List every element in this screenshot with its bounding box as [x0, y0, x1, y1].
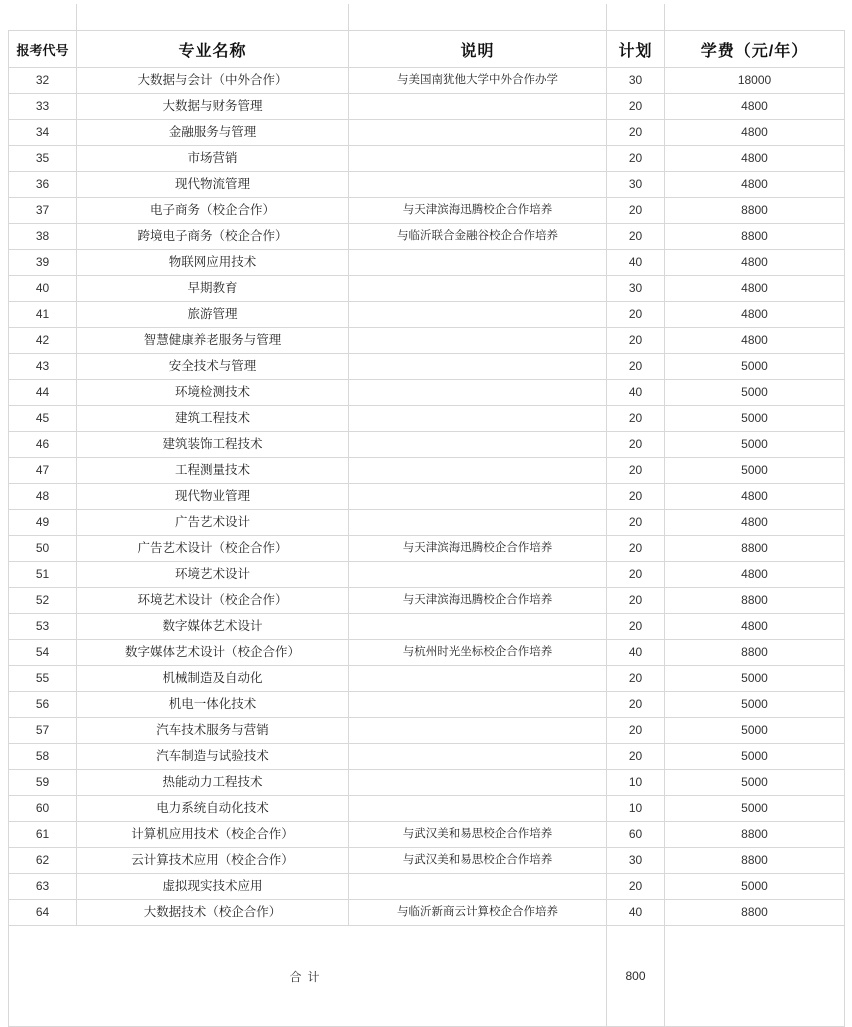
- total-label: 合计: [9, 926, 607, 1027]
- column-header-code: 报考代号: [9, 31, 77, 68]
- table-row: [9, 848, 845, 874]
- spacer-cell-plan: [607, 4, 665, 31]
- cell-plan: 30: [607, 848, 665, 874]
- table-row: [9, 250, 845, 276]
- cell-description: [349, 718, 607, 744]
- cell-major-name: 环境检测技术: [77, 380, 349, 406]
- cell-plan: 20: [607, 146, 665, 172]
- cell-fee: 8800: [665, 224, 845, 250]
- cell-plan: 20: [607, 328, 665, 354]
- cell-description: [349, 510, 607, 536]
- cell-description: [349, 458, 607, 484]
- cell-plan: 20: [607, 458, 665, 484]
- cell-major-name: 金融服务与管理: [77, 120, 349, 146]
- table-row: [9, 770, 845, 796]
- table-row: [9, 588, 845, 614]
- cell-code: 63: [9, 874, 77, 900]
- cell-major-name: 广告艺术设计: [77, 510, 349, 536]
- cell-fee: 8800: [665, 640, 845, 666]
- cell-plan: 20: [607, 198, 665, 224]
- cell-plan: 30: [607, 276, 665, 302]
- cell-description: [349, 354, 607, 380]
- cell-code: 44: [9, 380, 77, 406]
- cell-description: [349, 770, 607, 796]
- cell-description: 与天津滨海迅腾校企合作培养: [349, 198, 607, 224]
- cell-fee: 4800: [665, 510, 845, 536]
- cell-code: 56: [9, 692, 77, 718]
- cell-code: 34: [9, 120, 77, 146]
- cell-code: 61: [9, 822, 77, 848]
- cell-fee: 4800: [665, 172, 845, 198]
- table-row: [9, 94, 845, 120]
- cell-fee: 4800: [665, 276, 845, 302]
- cell-major-name: 旅游管理: [77, 302, 349, 328]
- cell-plan: 20: [607, 510, 665, 536]
- table-row: [9, 744, 845, 770]
- cell-description: [349, 484, 607, 510]
- cell-plan: 20: [607, 588, 665, 614]
- table-row: [9, 640, 845, 666]
- cell-description: [349, 744, 607, 770]
- table-row: [9, 224, 845, 250]
- cell-plan: 20: [607, 302, 665, 328]
- column-header-desc: 说明: [349, 31, 607, 68]
- cell-plan: 10: [607, 770, 665, 796]
- table-row: [9, 458, 845, 484]
- spacer-cell-name: [77, 4, 349, 31]
- cell-code: 42: [9, 328, 77, 354]
- table-row: [9, 900, 845, 926]
- cell-major-name: 云计算技术应用（校企合作）: [77, 848, 349, 874]
- cell-code: 53: [9, 614, 77, 640]
- table-body: [9, 4, 845, 1027]
- cell-plan: 20: [607, 354, 665, 380]
- cell-description: [349, 120, 607, 146]
- total-plan-value: 800: [607, 926, 665, 1027]
- cell-description: [349, 614, 607, 640]
- cell-description: 与天津滨海迅腾校企合作培养: [349, 588, 607, 614]
- cell-code: 39: [9, 250, 77, 276]
- table-row: [9, 692, 845, 718]
- cell-fee: 8800: [665, 900, 845, 926]
- cell-description: [349, 562, 607, 588]
- cell-plan: 20: [607, 406, 665, 432]
- table-row: [9, 120, 845, 146]
- table-row: [9, 822, 845, 848]
- cell-description: [349, 250, 607, 276]
- cell-code: 49: [9, 510, 77, 536]
- cell-code: 57: [9, 718, 77, 744]
- cell-major-name: 热能动力工程技术: [77, 770, 349, 796]
- cell-plan: 20: [607, 120, 665, 146]
- cell-code: 46: [9, 432, 77, 458]
- spacer-cell-desc: [349, 4, 607, 31]
- cell-description: 与武汉美和易思校企合作培养: [349, 848, 607, 874]
- spacer-cell-fee: [665, 4, 845, 31]
- cell-plan: 20: [607, 692, 665, 718]
- cell-code: 48: [9, 484, 77, 510]
- cell-code: 52: [9, 588, 77, 614]
- cell-fee: 4800: [665, 562, 845, 588]
- cell-description: [349, 146, 607, 172]
- cell-plan: 20: [607, 224, 665, 250]
- cell-code: 41: [9, 302, 77, 328]
- cell-description: 与美国南犹他大学中外合作办学: [349, 68, 607, 94]
- table-row: [9, 432, 845, 458]
- cell-plan: 20: [607, 432, 665, 458]
- cell-plan: 40: [607, 380, 665, 406]
- total-fee-value: [665, 926, 845, 1027]
- cell-code: 38: [9, 224, 77, 250]
- cell-code: 54: [9, 640, 77, 666]
- table-row: [9, 380, 845, 406]
- table-row: [9, 562, 845, 588]
- cell-major-name: 机电一体化技术: [77, 692, 349, 718]
- cell-description: [349, 666, 607, 692]
- cell-major-name: 物联网应用技术: [77, 250, 349, 276]
- cell-code: 62: [9, 848, 77, 874]
- cell-major-name: 数字媒体艺术设计（校企合作）: [77, 640, 349, 666]
- cell-fee: 5000: [665, 796, 845, 822]
- cell-fee: 5000: [665, 432, 845, 458]
- cell-fee: 8800: [665, 588, 845, 614]
- cell-major-name: 建筑装饰工程技术: [77, 432, 349, 458]
- cell-code: 55: [9, 666, 77, 692]
- cell-major-name: 大数据技术（校企合作）: [77, 900, 349, 926]
- cell-plan: 20: [607, 536, 665, 562]
- cell-major-name: 现代物业管理: [77, 484, 349, 510]
- cell-fee: 4800: [665, 302, 845, 328]
- cell-code: 50: [9, 536, 77, 562]
- enrollment-plan-table: [8, 4, 845, 1027]
- cell-plan: 40: [607, 900, 665, 926]
- cell-fee: 5000: [665, 354, 845, 380]
- cell-major-name: 安全技术与管理: [77, 354, 349, 380]
- column-header-name: 专业名称: [77, 31, 349, 68]
- table-row: [9, 484, 845, 510]
- cell-plan: 30: [607, 172, 665, 198]
- column-header-plan: 计划: [607, 31, 665, 68]
- cell-major-name: 大数据与财务管理: [77, 94, 349, 120]
- table-total-row: [9, 926, 845, 1027]
- cell-plan: 10: [607, 796, 665, 822]
- column-header-fee: 学费（元/年）: [665, 31, 845, 68]
- table-row: [9, 536, 845, 562]
- cell-plan: 20: [607, 614, 665, 640]
- cell-description: [349, 276, 607, 302]
- cell-description: [349, 874, 607, 900]
- cell-major-name: 早期教育: [77, 276, 349, 302]
- table-row: [9, 328, 845, 354]
- cell-major-name: 数字媒体艺术设计: [77, 614, 349, 640]
- table-row: [9, 172, 845, 198]
- cell-code: 43: [9, 354, 77, 380]
- cell-code: 64: [9, 900, 77, 926]
- cell-code: 40: [9, 276, 77, 302]
- cell-fee: 5000: [665, 874, 845, 900]
- cell-description: 与杭州时光坐标校企合作培养: [349, 640, 607, 666]
- cell-fee: 18000: [665, 68, 845, 94]
- cell-plan: 60: [607, 822, 665, 848]
- cell-code: 32: [9, 68, 77, 94]
- table-row: [9, 146, 845, 172]
- cell-fee: 4800: [665, 94, 845, 120]
- table-row: [9, 510, 845, 536]
- cell-major-name: 建筑工程技术: [77, 406, 349, 432]
- cell-fee: 8800: [665, 822, 845, 848]
- cell-major-name: 工程测量技术: [77, 458, 349, 484]
- spacer-cell-code: [9, 4, 77, 31]
- cell-code: 59: [9, 770, 77, 796]
- cell-major-name: 环境艺术设计（校企合作）: [77, 588, 349, 614]
- cell-plan: 20: [607, 666, 665, 692]
- major-plan-sheet: [0, 4, 852, 1015]
- cell-fee: 5000: [665, 406, 845, 432]
- table-row: [9, 302, 845, 328]
- cell-fee: 8800: [665, 848, 845, 874]
- cell-code: 47: [9, 458, 77, 484]
- cell-plan: 30: [607, 68, 665, 94]
- cell-fee: 5000: [665, 718, 845, 744]
- cell-fee: 5000: [665, 692, 845, 718]
- cell-code: 36: [9, 172, 77, 198]
- cell-fee: 5000: [665, 666, 845, 692]
- cell-description: 与临沂新商云计算校企合作培养: [349, 900, 607, 926]
- cell-code: 37: [9, 198, 77, 224]
- cell-description: [349, 172, 607, 198]
- cell-code: 51: [9, 562, 77, 588]
- cell-code: 60: [9, 796, 77, 822]
- table-row: [9, 354, 845, 380]
- table-row: [9, 614, 845, 640]
- table-row: [9, 718, 845, 744]
- cell-major-name: 智慧健康养老服务与管理: [77, 328, 349, 354]
- cell-plan: 20: [607, 94, 665, 120]
- cell-description: 与临沂联合金融谷校企合作培养: [349, 224, 607, 250]
- cell-major-name: 汽车技术服务与营销: [77, 718, 349, 744]
- cell-fee: 5000: [665, 380, 845, 406]
- cell-major-name: 汽车制造与试验技术: [77, 744, 349, 770]
- cell-plan: 20: [607, 744, 665, 770]
- cell-description: [349, 692, 607, 718]
- cell-plan: 20: [607, 562, 665, 588]
- cell-major-name: 电子商务（校企合作）: [77, 198, 349, 224]
- cell-description: 与武汉美和易思校企合作培养: [349, 822, 607, 848]
- cell-description: [349, 94, 607, 120]
- cell-fee: 4800: [665, 614, 845, 640]
- cell-description: [349, 380, 607, 406]
- cell-plan: 20: [607, 484, 665, 510]
- cell-fee: 5000: [665, 744, 845, 770]
- cell-fee: 4800: [665, 250, 845, 276]
- cell-description: [349, 302, 607, 328]
- cell-code: 45: [9, 406, 77, 432]
- cell-fee: 4800: [665, 484, 845, 510]
- table-top-spacer-row: [9, 4, 845, 31]
- cell-fee: 4800: [665, 146, 845, 172]
- table-header-row: [9, 31, 845, 68]
- cell-major-name: 市场营销: [77, 146, 349, 172]
- cell-code: 58: [9, 744, 77, 770]
- cell-description: [349, 796, 607, 822]
- table-row: [9, 666, 845, 692]
- cell-fee: 4800: [665, 120, 845, 146]
- cell-plan: 40: [607, 250, 665, 276]
- cell-major-name: 电力系统自动化技术: [77, 796, 349, 822]
- cell-major-name: 广告艺术设计（校企合作）: [77, 536, 349, 562]
- cell-fee: 5000: [665, 458, 845, 484]
- cell-major-name: 机械制造及自动化: [77, 666, 349, 692]
- cell-plan: 20: [607, 874, 665, 900]
- table-row: [9, 276, 845, 302]
- cell-fee: 4800: [665, 328, 845, 354]
- table-row: [9, 198, 845, 224]
- cell-fee: 5000: [665, 770, 845, 796]
- table-row: [9, 796, 845, 822]
- cell-description: [349, 432, 607, 458]
- table-row: [9, 874, 845, 900]
- cell-major-name: 虚拟现实技术应用: [77, 874, 349, 900]
- table-row: [9, 406, 845, 432]
- cell-fee: 8800: [665, 198, 845, 224]
- cell-major-name: 计算机应用技术（校企合作）: [77, 822, 349, 848]
- cell-plan: 40: [607, 640, 665, 666]
- cell-code: 35: [9, 146, 77, 172]
- cell-description: 与天津滨海迅腾校企合作培养: [349, 536, 607, 562]
- cell-major-name: 跨境电子商务（校企合作）: [77, 224, 349, 250]
- cell-fee: 8800: [665, 536, 845, 562]
- cell-major-name: 现代物流管理: [77, 172, 349, 198]
- cell-plan: 20: [607, 718, 665, 744]
- cell-code: 33: [9, 94, 77, 120]
- cell-description: [349, 328, 607, 354]
- cell-major-name: 大数据与会计（中外合作）: [77, 68, 349, 94]
- cell-major-name: 环境艺术设计: [77, 562, 349, 588]
- table-row: [9, 68, 845, 94]
- cell-description: [349, 406, 607, 432]
